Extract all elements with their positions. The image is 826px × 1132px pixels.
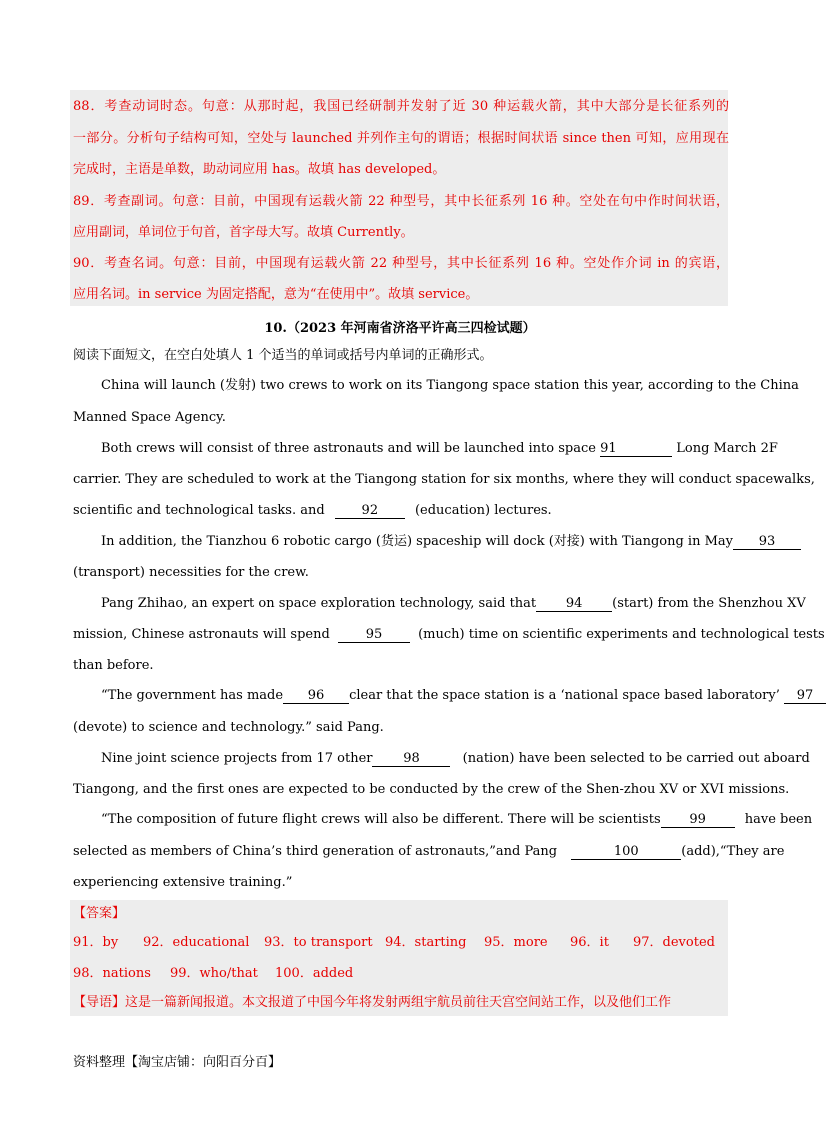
passage-text: clear that the space station is a ‘national space based laboratory’ <box>349 688 780 703</box>
blank-93[interactable]: 93 <box>733 534 801 550</box>
passage-p3-line1 <box>101 533 776 551</box>
answer-99: 99．who/that <box>170 966 258 981</box>
passage-text: In addition, the Tianzhou 6 robotic cargo (货运) spaceship will dock (对接) with Tiangong in May <box>101 534 733 549</box>
passage-p7-line1 <box>101 811 813 829</box>
passage-text: (start) from the Shenzhou XV <box>612 596 806 611</box>
passage-p1-line2: Manned Space Agency. <box>73 410 226 425</box>
passage-p6-line2: Tiangong, and the first ones are expected to be conducted by the crew of the Shen-zhou XV or XVI missions. <box>73 782 790 797</box>
passage-text: (education) lectures. <box>414 503 552 518</box>
passage-p2-line1 <box>101 440 778 458</box>
answer-97: 97．devoted <box>633 935 715 950</box>
explanation-88-line2: 一部分。分析句子结构可知，空处与 launched 并列作主句的谓语；根据时间状语 since then 可知，应用现在 <box>73 131 729 146</box>
section-title: 10.（2023 年河南省济洛平许高三四检试题） <box>264 321 536 336</box>
passage-text: (nation) have been selected to be carried out aboard <box>462 751 810 766</box>
passage-text: have been <box>744 812 813 827</box>
blank-94[interactable]: 94 <box>536 596 612 612</box>
answer-94: 94．starting <box>385 935 467 950</box>
guide-text: 【导语】这是一篇新闻报道。本文报道了中国今年将发射两组宇航员前往天宫空间站工作，以及他们工作 <box>73 995 672 1010</box>
passage-p7-line2 <box>73 843 785 861</box>
passage-text: Nine joint science projects from 17 other <box>101 751 373 766</box>
passage-text: selected as members of China’s third generation of astronauts,”and Pang <box>73 844 558 859</box>
explanation-90-line1: 90．考查名词。句意：目前，中国现有运载火箭 22 种型号，其中长征系列 16 种。空处作介词 in 的宾语， <box>73 256 729 271</box>
blank-98[interactable]: 98 <box>372 751 450 767</box>
passage-p4-line2 <box>73 626 825 644</box>
passage-text: “The composition of future flight crews will also be different. There will be scientists <box>101 812 661 827</box>
blank-96[interactable]: 96 <box>283 688 349 704</box>
passage-p2-line2: carrier. They are scheduled to work at the Tiangong station for six months, where they will conduct spacewalks, <box>73 472 815 487</box>
instructions: 阅读下面短文，在空白处填人 1 个适当的单词或括号内单词的正确形式。 <box>73 348 493 363</box>
answer-92: 92．educational <box>143 935 250 950</box>
passage-text: Pang Zhihao, an expert on space exploration technology, said that <box>101 596 537 611</box>
answer-91: 91．by <box>73 935 119 950</box>
passage-text: Long March 2F <box>676 441 778 456</box>
passage-p3-line2: (transport) necessities for the crew. <box>73 565 309 580</box>
explanation-90-line2: 应用名词。in service 为固定搭配，意为“在使用中”。故填 service。 <box>73 287 479 302</box>
passage-p6-line1 <box>101 750 810 768</box>
answer-label: 【答案】 <box>73 906 126 921</box>
passage-p4-line3: than before. <box>73 658 154 673</box>
explanation-89-line2: 应用副词，单词位于句首，首字母大写。故填 Currently。 <box>73 225 414 240</box>
answer-96: 96．it <box>570 935 609 950</box>
answer-98: 98．nations <box>73 966 151 981</box>
explanation-89-line1: 89．考查副词。句意：目前，中国现有运载火箭 22 种型号，其中长征系列 16 种。空处在句中作时间状语， <box>73 194 729 209</box>
passage-p2-line3 <box>73 502 729 520</box>
passage-text: Both crews will consist of three astronauts and will be launched into space <box>101 441 596 456</box>
passage-text: (much) time on scientific experiments and technological tests <box>418 627 825 642</box>
passage-text: “The government has made <box>101 688 284 703</box>
passage-p5-line1 <box>101 687 814 705</box>
blank-97[interactable]: 97 <box>784 688 826 704</box>
passage-p5-line2: (devote) to science and technology.” said Pang. <box>73 720 384 735</box>
explanation-88-line1: 88．考查动词时态。句意：从那时起，我国已经研制并发射了近 30 种运载火箭，其中大部分是长征系列的 <box>73 99 729 114</box>
blank-91[interactable]: 91 <box>600 441 672 457</box>
answer-100: 100．added <box>275 966 354 981</box>
answer-95: 95．more <box>484 935 548 950</box>
passage-text: scientific and technological tasks. and <box>73 503 325 518</box>
blank-100[interactable]: 100 <box>571 844 681 860</box>
passage-p4-line1 <box>101 595 806 613</box>
blank-92[interactable]: 92 <box>335 503 405 519</box>
answer-93: 93．to transport <box>264 935 373 950</box>
passage-p1-line1: China will launch (发射) two crews to work on its Tiangong space station this year, according to the China <box>101 378 799 393</box>
blank-95[interactable]: 95 <box>338 627 410 643</box>
explanation-88-line3: 完成时，主语是单数，助动词应用 has。故填 has developed。 <box>73 162 446 177</box>
passage-p7-line3: experiencing extensive training.” <box>73 875 293 890</box>
blank-99[interactable]: 99 <box>661 812 735 828</box>
passage-text: mission, Chinese astronauts will spend <box>73 627 330 642</box>
passage-text: (add),“They are <box>681 844 785 859</box>
footer-source: 资料整理【淘宝店铺：向阳百分百】 <box>73 1055 282 1070</box>
